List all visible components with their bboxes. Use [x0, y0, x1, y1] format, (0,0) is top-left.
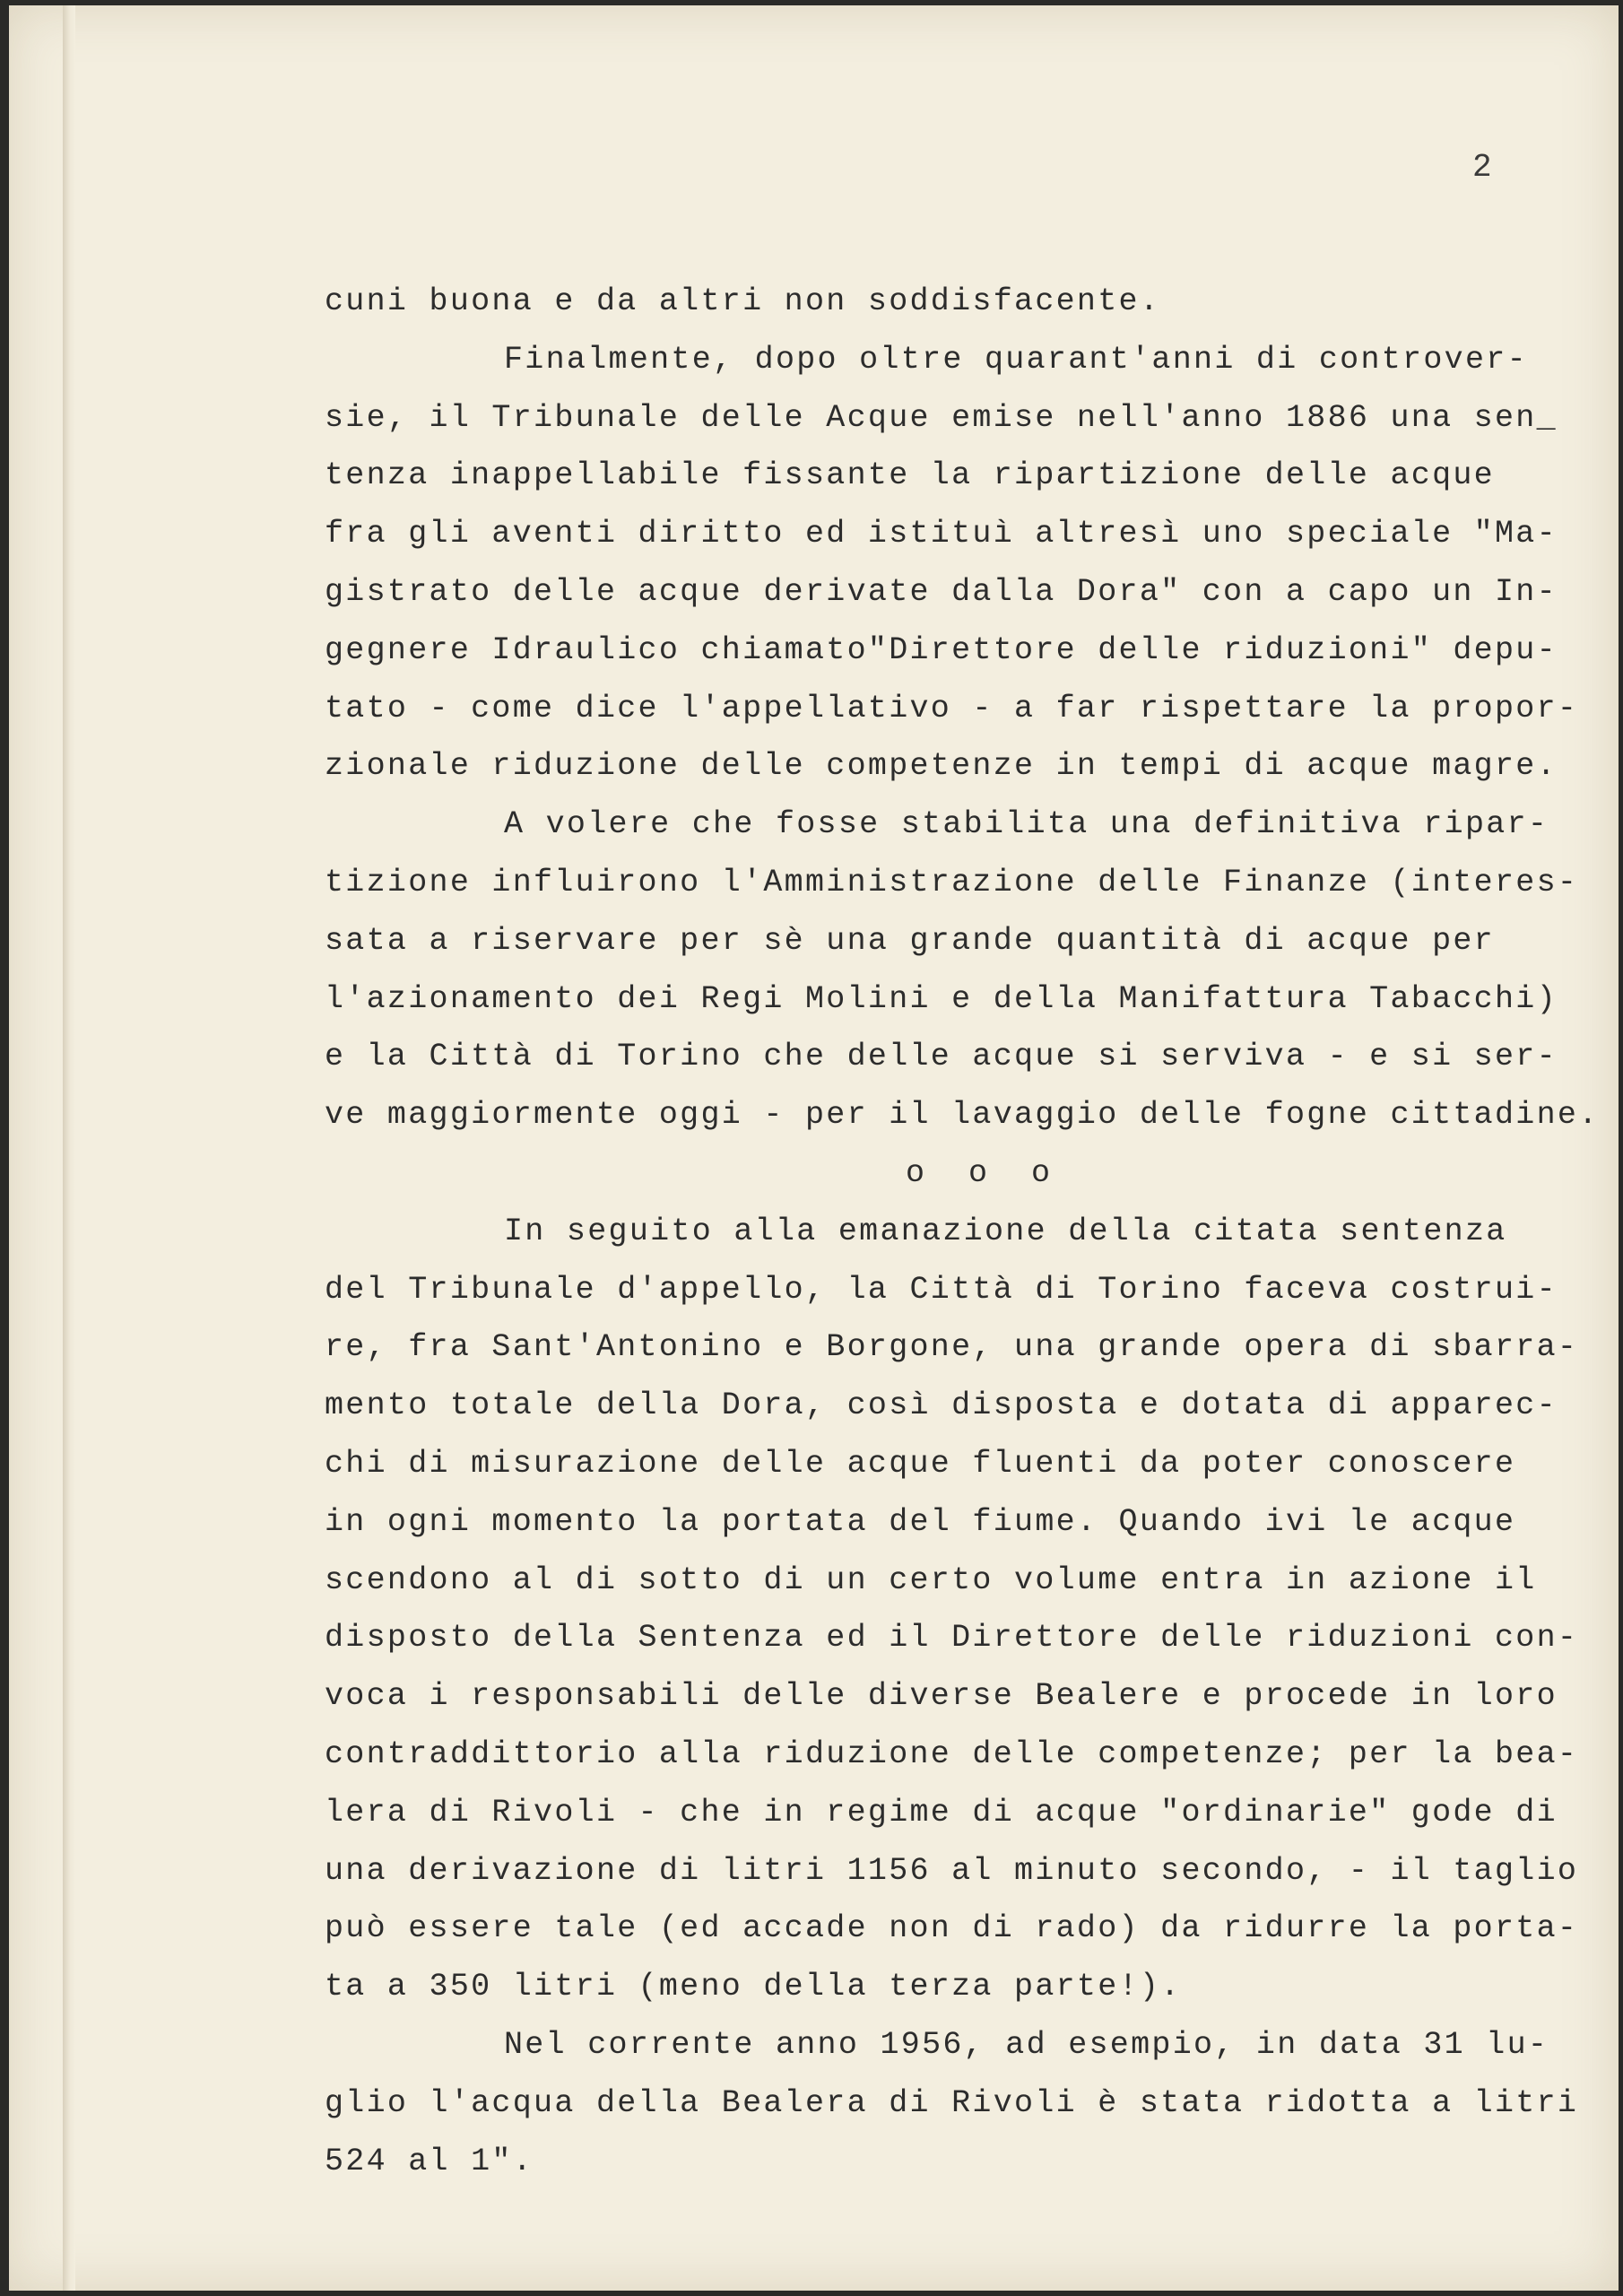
- text-line: tizione influirono l'Amministrazione delle Finanze (interes-: [325, 864, 1579, 900]
- text-line: voca i responsabili delle diverse Bealere e procede in loro: [325, 1678, 1558, 1715]
- text-line: in ogni momento la portata del fiume. Quando ivi le acque: [325, 1503, 1516, 1540]
- text-line: lera di Rivoli - che in regime di acque "ordinarie" gode di: [325, 1794, 1558, 1831]
- text-line: mento totale della Dora, così disposta e dotata di apparec-: [325, 1387, 1558, 1424]
- text-line: scendono al di sotto di un certo volume entra in azione il: [325, 1561, 1537, 1598]
- text-line: ta a 350 litri (meno della terza parte!).: [325, 1969, 1182, 2005]
- text-line: sie, il Tribunale delle Acque emise nell'anno 1886 una sen_: [325, 399, 1558, 436]
- text-line: Finalmente, dopo oltre quarant'anni di controver-: [504, 341, 1528, 378]
- text-line: disposto della Sentenza ed il Direttore delle riduzioni con-: [325, 1620, 1579, 1657]
- text-line: fra gli aventi diritto ed istituì altresì uno speciale "Ma-: [325, 516, 1558, 552]
- text-line: glio l'acqua della Bealera di Rivoli è stata ridotta a litri: [325, 2084, 1579, 2121]
- page-number: 2: [1472, 149, 1493, 186]
- text-line: tato - come dice l'appellativo - a far rispettare la propor-: [325, 690, 1579, 726]
- text-line: gistrato delle acque derivate dalla Dora" con a capo un In-: [325, 573, 1558, 610]
- text-line: cuni buona e da altri non soddisfacente.: [325, 283, 1161, 319]
- text-line: 524 al 1".: [325, 2143, 534, 2179]
- document-page: [9, 5, 1619, 2291]
- text-line: chi di misurazione delle acque fluenti da poter conoscere: [325, 1445, 1516, 1482]
- text-line: del Tribunale d'appello, la Città di Torino faceva costrui-: [325, 1271, 1558, 1308]
- text-line: In seguito alla emanazione della citata sentenza: [504, 1213, 1507, 1249]
- page-fold-shadow: [63, 5, 75, 2291]
- text-line: una derivazione di litri 1156 al minuto secondo, - il taglio: [325, 1852, 1579, 1889]
- text-line: gegnere Idraulico chiamato"Direttore delle riduzioni" depu-: [325, 631, 1558, 668]
- text-line: e la Città di Torino che delle acque si serviva - e si ser-: [325, 1039, 1558, 1075]
- section-separator: o o o: [906, 1154, 1063, 1191]
- text-line: A volere che fosse stabilita una definitiva ripar-: [504, 806, 1549, 843]
- document-body: [325, 273, 1600, 2190]
- text-line: l'azionamento dei Regi Molini e della Manifattura Tabacchi): [325, 980, 1558, 1017]
- text-line: tenza inappellabile fissante la ripartizione delle acque: [325, 457, 1495, 494]
- text-line: re, fra Sant'Antonino e Borgone, una grande opera di sbarra-: [325, 1329, 1579, 1366]
- text-line: può essere tale (ed accade non di rado) da ridurre la porta-: [325, 1910, 1579, 1947]
- text-line: sata a riservare per sè una grande quantità di acque per: [325, 922, 1495, 959]
- text-line: Nel corrente anno 1956, ad esempio, in data 31 lu-: [504, 2026, 1549, 2063]
- text-line: ve maggiormente oggi - per il lavaggio delle fogne cittadine.: [325, 1097, 1600, 1134]
- text-line: zionale riduzione delle competenze in tempi di acque magre.: [325, 748, 1558, 785]
- text-line: contraddittorio alla riduzione delle competenze; per la bea-: [325, 1735, 1579, 1772]
